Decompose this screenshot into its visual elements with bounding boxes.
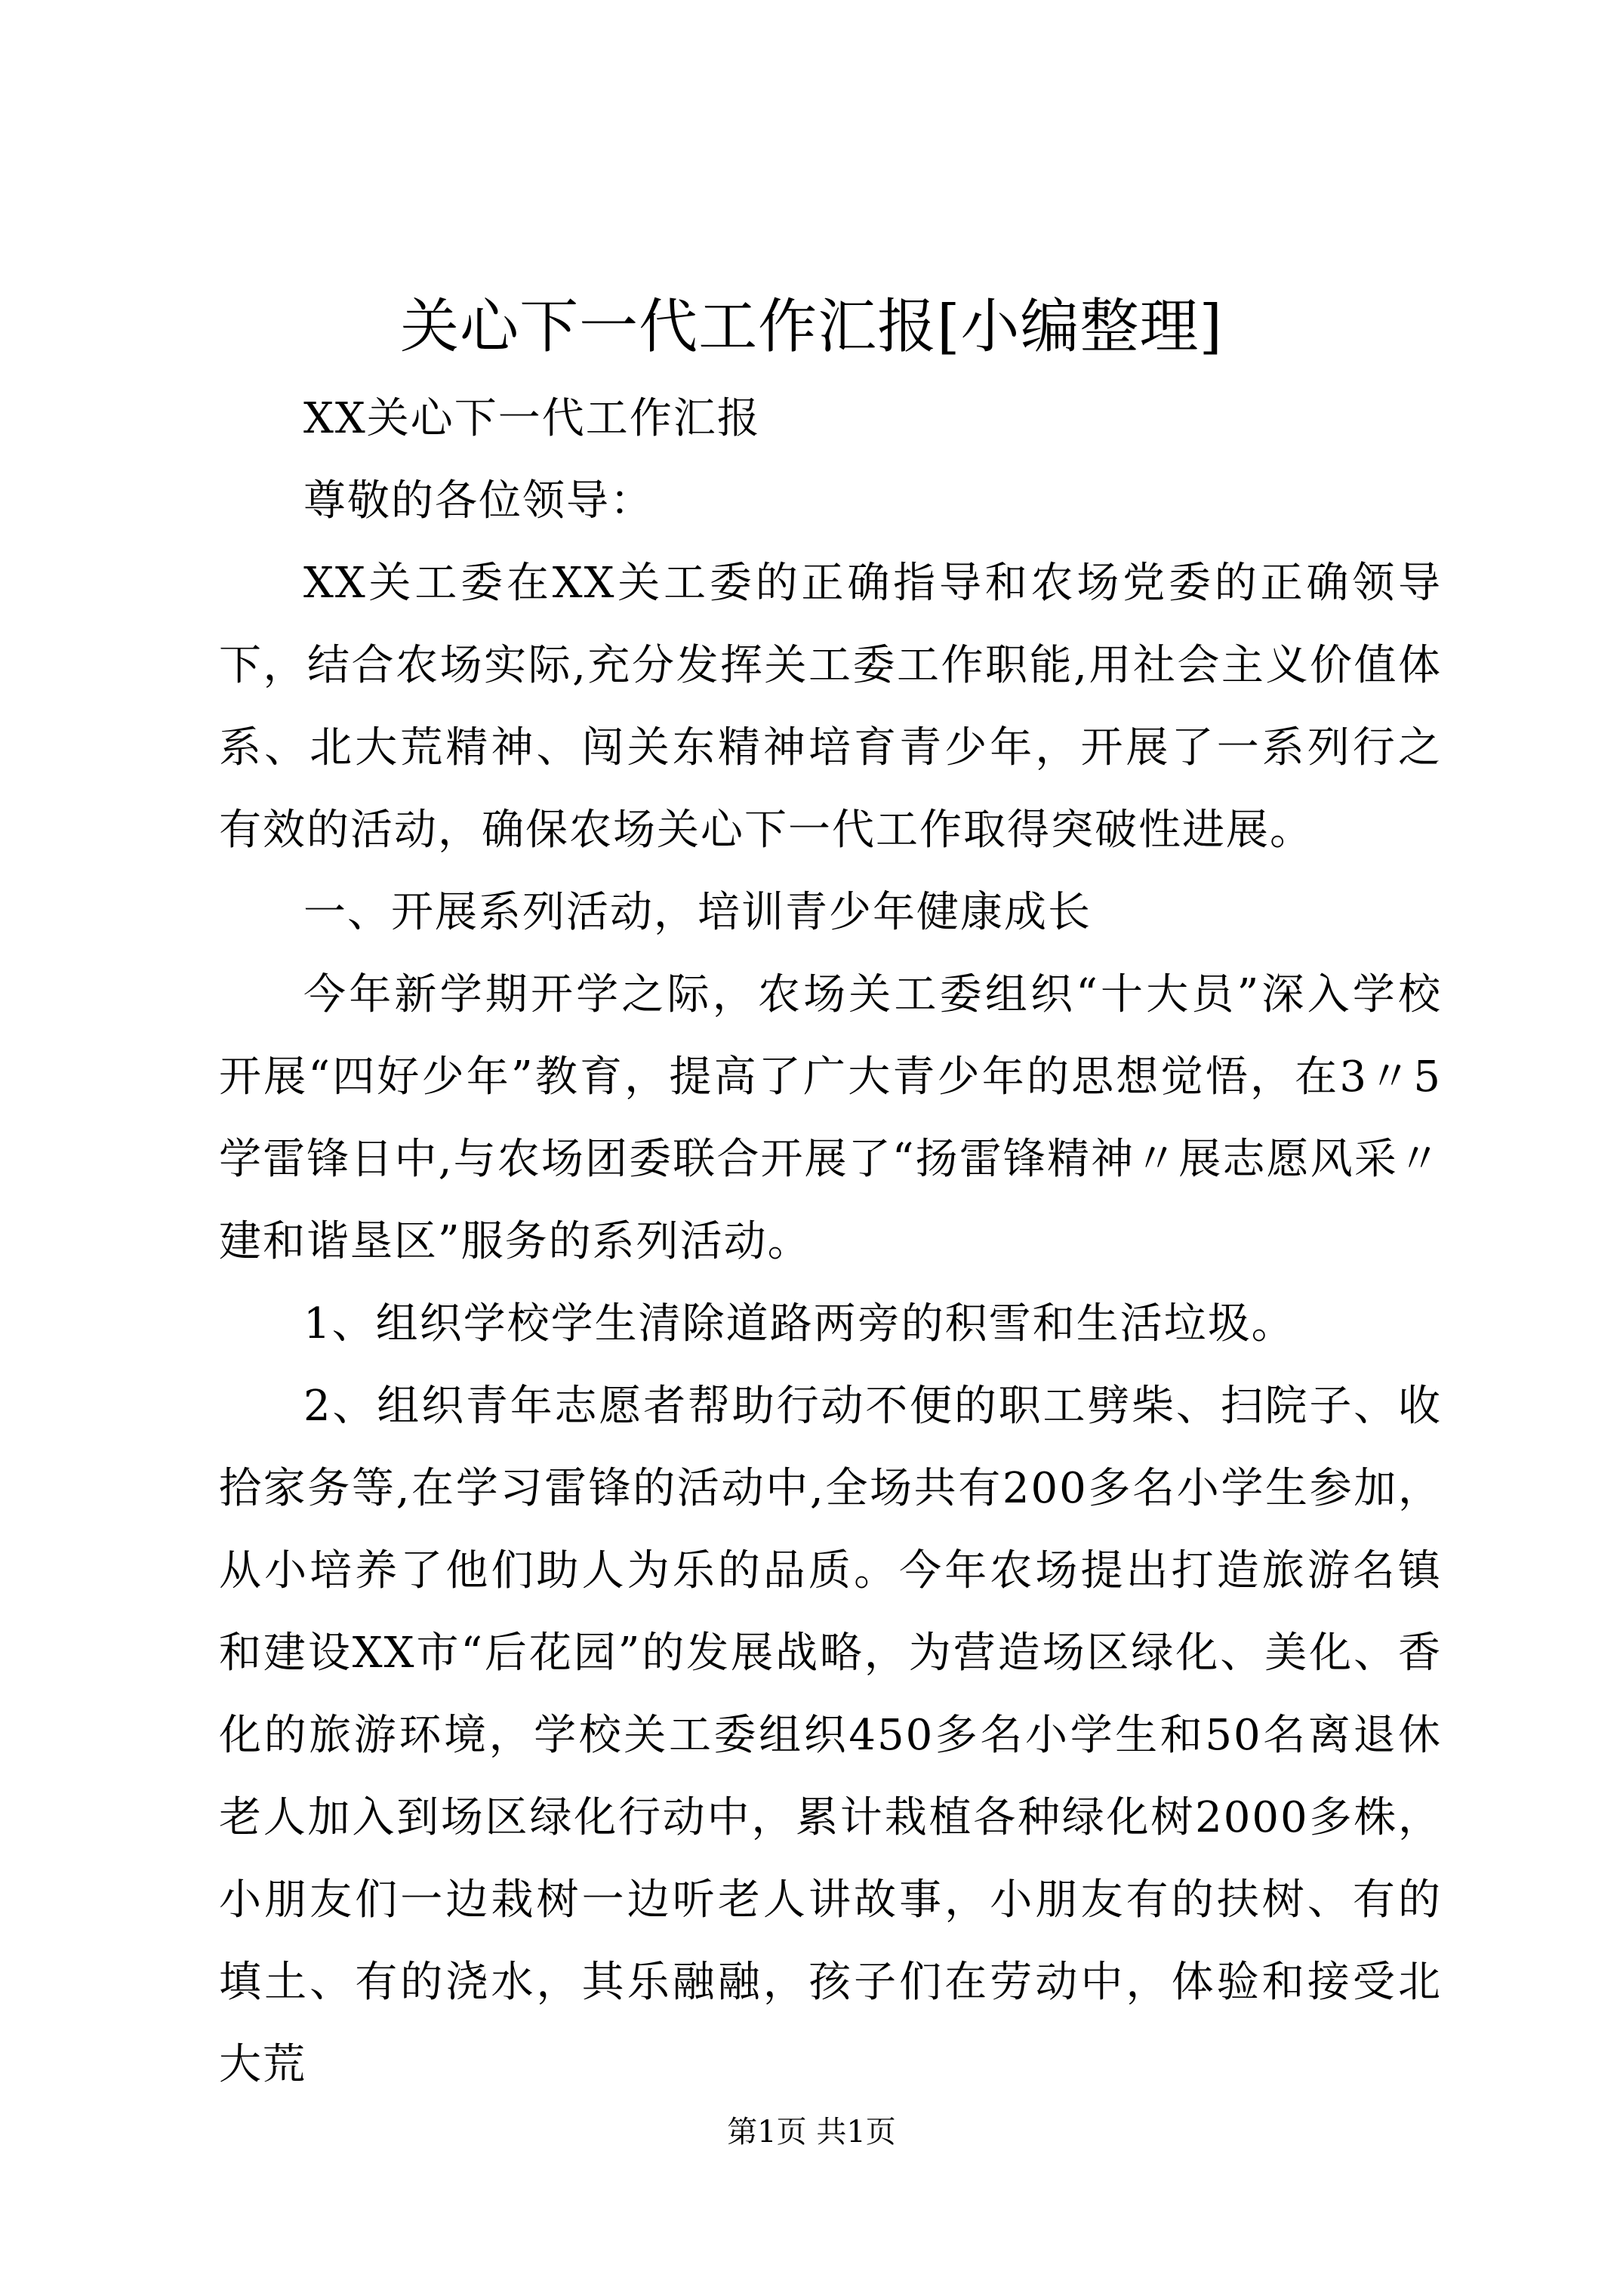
paragraph-intro: XX关工委在XX关工委的正确指导和农场党委的正确领导下，结合农场实际,充分发挥关工委工作职能,用社会主义价值体系、北大荒精神、闯关东精神培育青少年，开展了一系列行之有效的活动，确保农场关心下一代工作取得突破性进展。: [219, 559, 1442, 855]
page-footer: 第1页 共1页: [727, 2115, 896, 2150]
paragraph-item-one: 1、组织学校学生清除道路两旁的积雪和生活垃圾。: [303, 1299, 1295, 1348]
document-body: [219, 378, 1442, 2106]
paragraph-section-one-body: 今年新学期开学之际，农场关工委组织“十大员”深入学校开展“四好少年”教育，提高了广大青少年的思想觉悟，在3〃5学雷锋日中,与农场团委联合开展了“扬雷锋精神〃展志愿风采〃建和谐垦区”服务的系列活动。: [219, 970, 1443, 1266]
paragraph-item-two: 2、组织青年志愿者帮助行动不便的职工劈柴、扫院子、收拾家务等,在学习雷锋的活动中,全场共有200多名小学生参加，从小培养了他们助人为乐的品质。今年农场提出打造旅游名镇和建设XX市“后花园”的发展战略，为营造场区绿化、美化、香化的旅游环境，学校关工委组织450多名小学生和50名离退休老人加入到场区绿化行动中，累计栽植各种绿化树2000多株，小朋友们一边栽树一边听老人讲故事，小朋友有的扶树、有的填土、有的浇水，其乐融融，孩子们在劳动中，体验和接受北大荒: [219, 1382, 1442, 2089]
paragraph-heading: XX关心下一代工作汇报: [303, 394, 761, 443]
document-title: 关心下一代工作汇报[小编整理]: [400, 293, 1223, 361]
paragraph-salutation: 尊敬的各位领导：: [303, 476, 654, 525]
paragraph-section-one-heading: 一、开展系列活动，培训青少年健康成长: [303, 888, 1092, 937]
